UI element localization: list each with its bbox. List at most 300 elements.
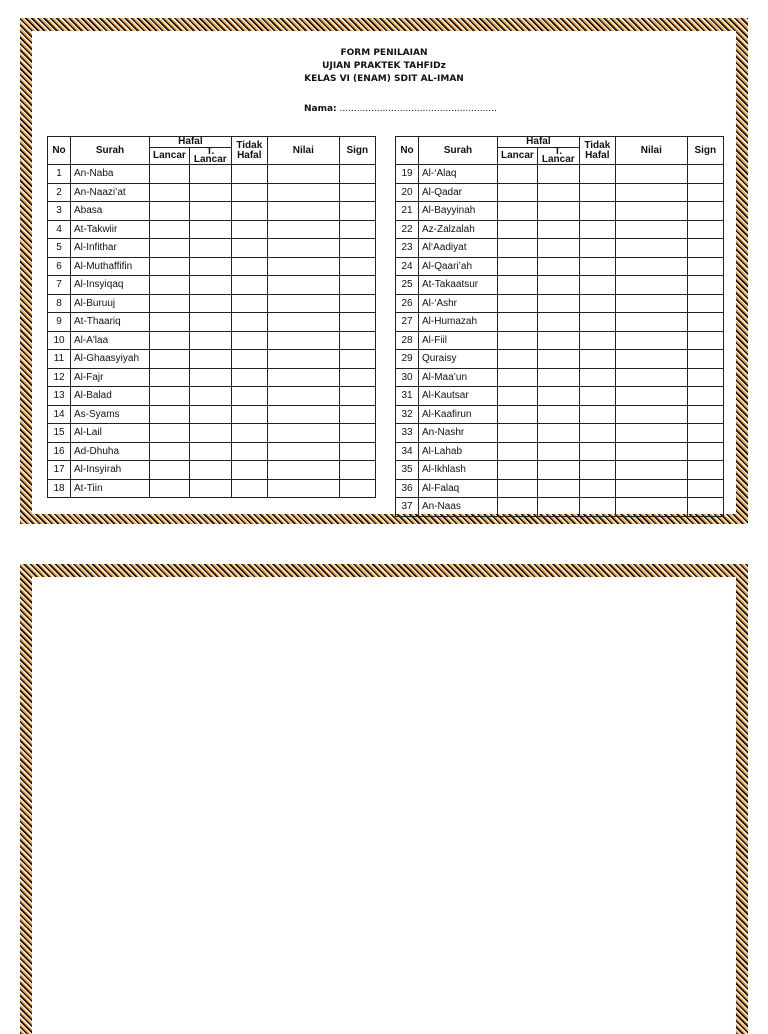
t-lancar-cell[interactable] xyxy=(189,442,231,461)
table-row xyxy=(396,424,724,443)
nilai-cell[interactable] xyxy=(615,461,687,480)
tidak-hafal-cell[interactable] xyxy=(579,479,615,498)
t-lancar-cell[interactable] xyxy=(189,183,231,202)
surah-name: Al‘Aadiyat xyxy=(419,239,498,258)
lancar-cell[interactable] xyxy=(150,479,190,498)
surah-name: Al-Qadar xyxy=(419,183,498,202)
t-lancar-cell[interactable] xyxy=(189,202,231,221)
row-number: 4 xyxy=(48,220,71,239)
lancar-cell[interactable] xyxy=(150,165,190,184)
sign-cell[interactable] xyxy=(339,368,375,387)
row-number: 3 xyxy=(48,202,71,221)
lancar-cell[interactable] xyxy=(150,202,190,221)
sign-cell[interactable] xyxy=(339,165,375,184)
row-number: 8 xyxy=(48,294,71,313)
lancar-cell[interactable] xyxy=(498,424,538,443)
tidak-hafal-cell[interactable] xyxy=(579,387,615,406)
sign-cell[interactable] xyxy=(339,183,375,202)
lancar-cell[interactable] xyxy=(498,405,538,424)
nilai-cell[interactable] xyxy=(615,183,687,202)
lancar-cell[interactable] xyxy=(498,276,538,295)
sign-cell[interactable] xyxy=(687,331,723,350)
row-number: 26 xyxy=(396,294,419,313)
t-lancar-cell[interactable] xyxy=(537,313,579,332)
surah-name: An-Naba xyxy=(71,165,150,184)
header-tidak-hafal: Tidak Hafal xyxy=(579,137,615,165)
nilai-cell[interactable] xyxy=(615,498,687,517)
nilai-cell[interactable] xyxy=(615,442,687,461)
lancar-cell[interactable] xyxy=(498,387,538,406)
sign-cell[interactable] xyxy=(339,405,375,424)
nilai-cell[interactable] xyxy=(615,276,687,295)
surah-name: Al-Buruuj xyxy=(71,294,150,313)
surah-name: Al-Balad xyxy=(71,387,150,406)
tidak-hafal-cell[interactable] xyxy=(579,183,615,202)
row-number: 20 xyxy=(396,183,419,202)
header-no: No xyxy=(48,137,71,165)
sign-cell[interactable] xyxy=(687,202,723,221)
table-row xyxy=(48,350,376,369)
nilai-cell[interactable] xyxy=(267,202,339,221)
row-number: 24 xyxy=(396,257,419,276)
surah-name: Al-Lahab xyxy=(419,442,498,461)
table-row xyxy=(396,313,724,332)
header-hafal: Hafal xyxy=(150,137,232,148)
lancar-cell[interactable] xyxy=(498,220,538,239)
surah-name: At-Takwiir xyxy=(71,220,150,239)
surah-name: Al-‘Alaq xyxy=(419,165,498,184)
nilai-cell[interactable] xyxy=(267,442,339,461)
sign-cell[interactable] xyxy=(339,442,375,461)
row-number: 13 xyxy=(48,387,71,406)
t-lancar-cell[interactable] xyxy=(189,368,231,387)
t-lancar-cell[interactable] xyxy=(537,442,579,461)
t-lancar-cell[interactable] xyxy=(537,424,579,443)
row-number: 33 xyxy=(396,424,419,443)
surah-name: An-Naazi’at xyxy=(71,183,150,202)
tidak-hafal-cell[interactable] xyxy=(231,350,267,369)
surah-name: Az-Zalzalah xyxy=(419,220,498,239)
nilai-cell[interactable] xyxy=(267,461,339,480)
sign-cell[interactable] xyxy=(687,424,723,443)
lancar-cell[interactable] xyxy=(498,368,538,387)
tidak-hafal-cell[interactable] xyxy=(231,461,267,480)
lancar-cell[interactable] xyxy=(498,239,538,258)
tidak-hafal-cell[interactable] xyxy=(579,257,615,276)
tidak-hafal-cell[interactable] xyxy=(579,498,615,517)
t-lancar-cell[interactable] xyxy=(189,220,231,239)
name-label: Nama: xyxy=(304,104,337,114)
table-row xyxy=(48,387,376,406)
surah-name: Al-Bayyinah xyxy=(419,202,498,221)
tidak-hafal-cell[interactable] xyxy=(579,368,615,387)
table-row xyxy=(48,183,376,202)
t-lancar-cell[interactable] xyxy=(537,165,579,184)
t-lancar-cell[interactable] xyxy=(189,331,231,350)
tidak-hafal-cell[interactable] xyxy=(231,442,267,461)
sign-cell[interactable] xyxy=(339,257,375,276)
sign-cell[interactable] xyxy=(687,276,723,295)
nilai-cell[interactable] xyxy=(615,387,687,406)
tidak-hafal-cell[interactable] xyxy=(579,276,615,295)
nilai-cell[interactable] xyxy=(267,479,339,498)
surah-name: At-Takaatsur xyxy=(419,276,498,295)
row-number: 32 xyxy=(396,405,419,424)
sign-cell[interactable] xyxy=(339,220,375,239)
tidak-hafal-cell[interactable] xyxy=(579,442,615,461)
tidak-hafal-cell[interactable] xyxy=(579,239,615,258)
nilai-cell[interactable] xyxy=(267,257,339,276)
lancar-cell[interactable] xyxy=(150,239,190,258)
table-row xyxy=(396,202,724,221)
sign-cell[interactable] xyxy=(687,405,723,424)
sign-cell[interactable] xyxy=(339,294,375,313)
lancar-cell[interactable] xyxy=(498,165,538,184)
surah-name: Al-Humazah xyxy=(419,313,498,332)
nilai-cell[interactable] xyxy=(267,183,339,202)
table-row xyxy=(396,368,724,387)
table-row xyxy=(396,276,724,295)
sign-cell[interactable] xyxy=(687,461,723,480)
surah-name: Al-Falaq xyxy=(419,479,498,498)
sign-cell[interactable] xyxy=(687,165,723,184)
nilai-cell[interactable] xyxy=(267,220,339,239)
tidak-hafal-cell[interactable] xyxy=(231,331,267,350)
surah-name: Al-Muthaffifin xyxy=(71,257,150,276)
sign-cell[interactable] xyxy=(339,313,375,332)
t-lancar-cell[interactable] xyxy=(189,313,231,332)
t-lancar-cell[interactable] xyxy=(189,294,231,313)
lancar-cell[interactable] xyxy=(150,313,190,332)
t-lancar-cell[interactable] xyxy=(189,479,231,498)
t-lancar-cell[interactable] xyxy=(537,183,579,202)
sign-cell[interactable] xyxy=(339,331,375,350)
sign-cell[interactable] xyxy=(339,239,375,258)
t-lancar-cell[interactable] xyxy=(537,405,579,424)
tidak-hafal-cell[interactable] xyxy=(231,368,267,387)
row-number: 35 xyxy=(396,461,419,480)
sign-cell[interactable] xyxy=(687,294,723,313)
left-rows xyxy=(48,165,376,498)
row-number: 16 xyxy=(48,442,71,461)
t-lancar-cell[interactable] xyxy=(537,387,579,406)
tidak-hafal-cell[interactable] xyxy=(231,165,267,184)
lancar-cell[interactable] xyxy=(150,183,190,202)
lancar-cell[interactable] xyxy=(150,368,190,387)
nilai-cell[interactable] xyxy=(267,239,339,258)
name-field[interactable] xyxy=(304,104,497,114)
nilai-cell[interactable] xyxy=(615,368,687,387)
t-lancar-cell[interactable] xyxy=(537,239,579,258)
t-lancar-cell[interactable] xyxy=(189,387,231,406)
table-row xyxy=(48,239,376,258)
lancar-cell[interactable] xyxy=(150,387,190,406)
header-hafal: Hafal xyxy=(498,137,580,148)
t-lancar-cell[interactable] xyxy=(537,294,579,313)
table-row xyxy=(396,479,724,498)
tidak-hafal-cell[interactable] xyxy=(231,220,267,239)
sign-cell[interactable] xyxy=(687,183,723,202)
lancar-cell[interactable] xyxy=(150,276,190,295)
row-number: 9 xyxy=(48,313,71,332)
lancar-cell[interactable] xyxy=(498,313,538,332)
t-lancar-cell[interactable] xyxy=(537,479,579,498)
lancar-cell[interactable] xyxy=(498,294,538,313)
nilai-cell[interactable] xyxy=(267,294,339,313)
header-t-lancar: T. Lancar xyxy=(537,148,579,165)
nilai-cell[interactable] xyxy=(267,405,339,424)
sign-cell[interactable] xyxy=(687,220,723,239)
row-number: 17 xyxy=(48,461,71,480)
surah-name: Al-Infithar xyxy=(71,239,150,258)
sign-cell[interactable] xyxy=(339,461,375,480)
tidak-hafal-cell[interactable] xyxy=(579,294,615,313)
lancar-cell[interactable] xyxy=(498,183,538,202)
table-row xyxy=(396,239,724,258)
surah-name: Al-Insyirah xyxy=(71,461,150,480)
t-lancar-cell[interactable] xyxy=(189,165,231,184)
header-nilai: Nilai xyxy=(267,137,339,165)
lancar-cell[interactable] xyxy=(150,257,190,276)
nilai-cell[interactable] xyxy=(615,165,687,184)
lancar-cell[interactable] xyxy=(150,442,190,461)
tidak-hafal-cell[interactable] xyxy=(579,313,615,332)
t-lancar-cell[interactable] xyxy=(537,331,579,350)
lancar-cell[interactable] xyxy=(150,461,190,480)
nilai-cell[interactable] xyxy=(267,424,339,443)
nilai-cell[interactable] xyxy=(615,257,687,276)
table-row xyxy=(48,165,376,184)
surah-name: Al-Kautsar xyxy=(419,387,498,406)
header-t-lancar: T. Lancar xyxy=(189,148,231,165)
table-row xyxy=(396,331,724,350)
nilai-cell[interactable] xyxy=(267,368,339,387)
lancar-cell[interactable] xyxy=(150,331,190,350)
sign-cell[interactable] xyxy=(339,479,375,498)
lancar-cell[interactable] xyxy=(150,294,190,313)
row-number: 23 xyxy=(396,239,419,258)
nilai-cell[interactable] xyxy=(267,313,339,332)
sign-cell[interactable] xyxy=(339,202,375,221)
t-lancar-cell[interactable] xyxy=(189,276,231,295)
t-lancar-cell[interactable] xyxy=(537,461,579,480)
nilai-cell[interactable] xyxy=(615,220,687,239)
table-row xyxy=(48,368,376,387)
table-row xyxy=(48,405,376,424)
t-lancar-cell[interactable] xyxy=(537,350,579,369)
surah-name: As-Syams xyxy=(71,405,150,424)
lancar-cell[interactable] xyxy=(498,498,538,517)
t-lancar-cell[interactable] xyxy=(189,257,231,276)
tidak-hafal-cell[interactable] xyxy=(231,479,267,498)
sign-cell[interactable] xyxy=(687,387,723,406)
sign-cell[interactable] xyxy=(687,239,723,258)
surah-name: Al-Fajr xyxy=(71,368,150,387)
lancar-cell[interactable] xyxy=(150,220,190,239)
t-lancar-cell[interactable] xyxy=(189,350,231,369)
table-row xyxy=(48,220,376,239)
tidak-hafal-cell[interactable] xyxy=(579,350,615,369)
t-lancar-cell[interactable] xyxy=(537,202,579,221)
tidak-hafal-cell[interactable] xyxy=(231,424,267,443)
table-row xyxy=(48,313,376,332)
row-number: 27 xyxy=(396,313,419,332)
tidak-hafal-cell[interactable] xyxy=(231,294,267,313)
surah-name: Al-Lail xyxy=(71,424,150,443)
lancar-cell[interactable] xyxy=(498,331,538,350)
table-row xyxy=(48,479,376,498)
sign-cell[interactable] xyxy=(687,479,723,498)
row-number: 10 xyxy=(48,331,71,350)
table-row xyxy=(396,442,724,461)
sign-cell[interactable] xyxy=(339,350,375,369)
sign-cell[interactable] xyxy=(687,257,723,276)
lancar-cell[interactable] xyxy=(150,424,190,443)
table-row xyxy=(48,257,376,276)
surah-name: Al-Fiil xyxy=(419,331,498,350)
table-row xyxy=(396,183,724,202)
row-number: 28 xyxy=(396,331,419,350)
table-row xyxy=(48,276,376,295)
sign-cell[interactable] xyxy=(687,313,723,332)
decorative-border-second-page xyxy=(20,564,748,1034)
table-row xyxy=(396,294,724,313)
surah-name: Al-Kaafirun xyxy=(419,405,498,424)
row-number: 5 xyxy=(48,239,71,258)
table-row xyxy=(396,350,724,369)
sign-cell[interactable] xyxy=(339,276,375,295)
sign-cell[interactable] xyxy=(339,387,375,406)
lancar-cell[interactable] xyxy=(498,257,538,276)
class-title: KELAS VI (ENAM) SDIT AL-IMAN xyxy=(304,74,464,84)
sign-cell[interactable] xyxy=(687,350,723,369)
nilai-cell[interactable] xyxy=(267,165,339,184)
sign-cell[interactable] xyxy=(687,442,723,461)
row-number: 36 xyxy=(396,479,419,498)
surah-name: Al-Ghaasyiyah xyxy=(71,350,150,369)
surah-name: Al-‘Ashr xyxy=(419,294,498,313)
form-title: FORM PENILAIAN xyxy=(340,48,428,58)
blank-page-area xyxy=(32,577,736,1034)
t-lancar-cell[interactable] xyxy=(537,220,579,239)
tidak-hafal-cell[interactable] xyxy=(579,165,615,184)
nilai-cell[interactable] xyxy=(267,331,339,350)
nilai-cell[interactable] xyxy=(615,479,687,498)
tidak-hafal-cell[interactable] xyxy=(579,424,615,443)
row-number: 18 xyxy=(48,479,71,498)
lancar-cell[interactable] xyxy=(498,442,538,461)
table-row xyxy=(48,424,376,443)
surah-name: Al-Ikhlash xyxy=(419,461,498,480)
tidak-hafal-cell[interactable] xyxy=(579,220,615,239)
tidak-hafal-cell[interactable] xyxy=(579,461,615,480)
nilai-cell[interactable] xyxy=(615,350,687,369)
nilai-cell[interactable] xyxy=(615,239,687,258)
header-tidak-hafal: Tidak Hafal xyxy=(231,137,267,165)
tidak-hafal-cell[interactable] xyxy=(231,239,267,258)
table-row xyxy=(48,461,376,480)
tidak-hafal-cell[interactable] xyxy=(231,202,267,221)
table-row xyxy=(396,387,724,406)
surah-name: Quraisy xyxy=(419,350,498,369)
header-nilai: Nilai xyxy=(615,137,687,165)
lancar-cell[interactable] xyxy=(498,479,538,498)
t-lancar-cell[interactable] xyxy=(537,276,579,295)
row-number: 30 xyxy=(396,368,419,387)
nilai-cell[interactable] xyxy=(615,331,687,350)
t-lancar-cell[interactable] xyxy=(537,368,579,387)
lancar-cell[interactable] xyxy=(498,461,538,480)
nilai-cell[interactable] xyxy=(267,350,339,369)
header-lancar: Lancar xyxy=(150,148,190,165)
tidak-hafal-cell[interactable] xyxy=(231,387,267,406)
surah-name: Al-Qaari’ah xyxy=(419,257,498,276)
sign-cell[interactable] xyxy=(687,498,723,517)
row-number: 21 xyxy=(396,202,419,221)
header-sign: Sign xyxy=(339,137,375,165)
row-number: 22 xyxy=(396,220,419,239)
tidak-hafal-cell[interactable] xyxy=(231,313,267,332)
nilai-cell[interactable] xyxy=(615,313,687,332)
row-number: 11 xyxy=(48,350,71,369)
header-surah: Surah xyxy=(71,137,150,165)
sign-cell[interactable] xyxy=(687,368,723,387)
header-no: No xyxy=(396,137,419,165)
surah-name: Al-Maa’un xyxy=(419,368,498,387)
row-number: 6 xyxy=(48,257,71,276)
tidak-hafal-cell[interactable] xyxy=(231,257,267,276)
sign-cell[interactable] xyxy=(339,424,375,443)
tidak-hafal-cell[interactable] xyxy=(579,202,615,221)
lancar-cell[interactable] xyxy=(150,405,190,424)
nilai-cell[interactable] xyxy=(267,276,339,295)
tidak-hafal-cell[interactable] xyxy=(231,183,267,202)
t-lancar-cell[interactable] xyxy=(189,424,231,443)
grade-table-left xyxy=(47,136,376,498)
row-number: 31 xyxy=(396,387,419,406)
row-number: 37 xyxy=(396,498,419,517)
nilai-cell[interactable] xyxy=(267,387,339,406)
nilai-cell[interactable] xyxy=(615,405,687,424)
row-number: 1 xyxy=(48,165,71,184)
tidak-hafal-cell[interactable] xyxy=(231,405,267,424)
tidak-hafal-cell[interactable] xyxy=(579,405,615,424)
tidak-hafal-cell[interactable] xyxy=(231,276,267,295)
nilai-cell[interactable] xyxy=(615,294,687,313)
surah-name: At-Thaariq xyxy=(71,313,150,332)
nilai-cell[interactable] xyxy=(615,424,687,443)
surah-name: Abasa xyxy=(71,202,150,221)
t-lancar-cell[interactable] xyxy=(189,239,231,258)
header-sign: Sign xyxy=(687,137,723,165)
t-lancar-cell[interactable] xyxy=(537,257,579,276)
lancar-cell[interactable] xyxy=(150,350,190,369)
t-lancar-cell[interactable] xyxy=(189,461,231,480)
tidak-hafal-cell[interactable] xyxy=(579,331,615,350)
lancar-cell[interactable] xyxy=(498,350,538,369)
row-number: 2 xyxy=(48,183,71,202)
nilai-cell[interactable] xyxy=(615,202,687,221)
table-row xyxy=(396,165,724,184)
t-lancar-cell[interactable] xyxy=(189,405,231,424)
row-number: 7 xyxy=(48,276,71,295)
row-number: 14 xyxy=(48,405,71,424)
row-number: 15 xyxy=(48,424,71,443)
lancar-cell[interactable] xyxy=(498,202,538,221)
t-lancar-cell[interactable] xyxy=(537,498,579,517)
right-rows xyxy=(396,165,724,517)
table-row xyxy=(48,442,376,461)
